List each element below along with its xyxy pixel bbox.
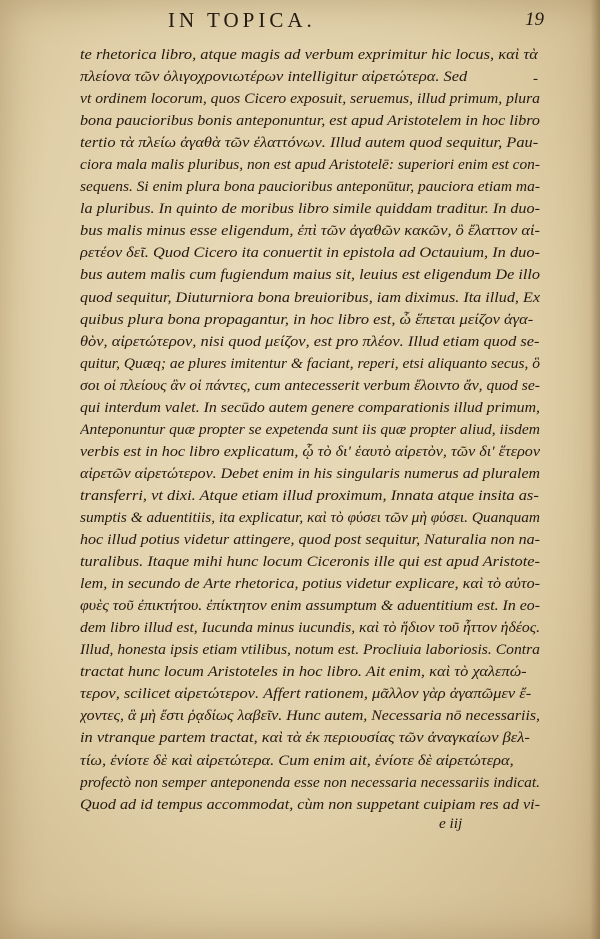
text-line: tertio τὰ πλείω ἀγαθὰ τῶν ἐλαττόνων. Illud autem quod sequitur, Pau-: [80, 134, 539, 152]
text-line: φυὲς τοῦ ἐπικτήτου. ἐπίκτητον enim assumptum & aduentitium est. In eo-: [80, 597, 540, 615]
text-line: quibus plura bona propagantur, in hoc libro est, ὧ ἕπεται μείζον ἀγα-: [80, 310, 534, 328]
text-line: Anteponuntur quæ propter se expetenda sunt iis quæ propter aliud, iisdem: [80, 420, 540, 438]
text-line: θὸν, αἱρετώτερον, nisi quod μείζον, est pro πλέον. Illud etiam quod se-: [80, 332, 540, 350]
text-line: vt ordinem locorum, quos Cicero exposuit, seruemus, illud primum, plura: [80, 90, 540, 108]
page-header: [0, 6, 600, 36]
text-line: Illud, honesta ipsis etiam vtilibus, notum est. Procliuia laboriosis. Contra: [80, 641, 540, 659]
text-line: πλείονα τῶν ὀλιγοχρονιωτέρων intelligitur αἱρετώτερα. Sed: [80, 68, 468, 86]
page-number: 19: [525, 9, 544, 30]
text-line: la pluribus. In quinto de moribus libro simile quiddam traditur. In duo-: [80, 200, 540, 218]
text-line: turalibus. Itaque mihi hunc locum Ciceronis ille qui est apud Aristote-: [80, 553, 540, 571]
text-line: quod sequitur, Diuturniora bona breuioribus, iam diximus. Ita illud, Ex: [80, 288, 540, 306]
text-line: τερον, scilicet αἱρετώτερον. Affert rationem, μᾶλλον γὰρ ἀγαπῶμεν ἔ-: [80, 685, 532, 703]
running-head: IN TOPICA.: [168, 8, 316, 32]
text-line: tractat hunc locum Aristoteles in hoc libro. Ait enim, καὶ τὸ χαλεπώ-: [80, 663, 527, 681]
text-line: sumptis & aduentitiis, ita explicatur, καὶ τὸ φύσει τῶν μὴ φύσει. Quanquam: [80, 508, 540, 526]
text-line: σοι οἱ πλείους ἂν οἱ πάντες, cum antecesserit verbum ἔλοιντο ἄν, quod se-: [80, 376, 540, 394]
text-line: αἱρετῶν αἱρετώτερον. Debet enim in his singularis numerus ad pluralem: [80, 464, 540, 482]
text-line: χοντες, ἃ μὴ ἔστι ῥᾳδίως λαβεῖν. Hunc autem, Necessaria nō necessariis,: [80, 707, 540, 725]
text-line: ρετέον δεῖ. Quod Cicero ita conuertit in epistola ad Octauium, In duo-: [80, 244, 540, 262]
text-line: lem, in secundo de Arte rhetorica, potius videtur explicare, καὶ τὸ αὐτο-: [80, 575, 540, 593]
text-line: bus malis minus esse eligendum, ἐπὶ τῶν ἀγαθῶν κακῶν, ὃ ἔλαττον αἱ-: [80, 222, 540, 240]
text-line: τίω, ἐνίοτε δὲ καὶ αἱρετώτερα. Cum enim ait, ἐνίοτε δὲ αἱρετώτερα,: [80, 751, 514, 769]
text-line: qui interdum valet. In secūdo autem genere comparationis illud primum,: [80, 398, 540, 416]
text-line: dem libro illud est, Iucunda minus iucundis, καὶ τὸ ἥδιον τοῦ ἧττον ἡδέος.: [80, 619, 540, 637]
text-line: Quod ad id tempus accommodat, cùm non suppetant cuipiam res ad vi-: [80, 795, 540, 813]
text-line: profectò non semper anteponenda esse non necessaria necessariis indicat.: [80, 773, 540, 791]
text-line: quitur, Quæq; ae plures imitentur & faciant, reperi, etsi aliquanto secus, ὃ: [80, 354, 540, 372]
signature-mark: e iij: [439, 815, 463, 832]
text-line: bona paucioribus bonis anteponuntur, est apud Aristotelem in hoc libro: [80, 112, 540, 130]
page-gutter-shadow: [590, 0, 600, 939]
text-line: bus autem malis cum fugiendum maius sit, leuius est eligendum De illo: [80, 266, 540, 284]
text-line: verbis est in hoc libro explicatum, ᾧ τὸ δι' ἑαυτὸ αἱρετὸν, τῶν δι' ἕτερον: [80, 442, 540, 460]
text-line: sequens. Si enim plura bona paucioribus anteponūtur, pauciora etiam ma-: [80, 178, 540, 196]
margin-mark: -: [533, 71, 538, 87]
body-text: [80, 44, 540, 816]
text-line: hoc illud potius videtur attingere, quod post sequitur, Naturalia non na-: [80, 531, 540, 549]
text-line: in vtranque partem tractat, καὶ τὰ ἐκ περιουσίας τῶν ἀναγκαίων βελ-: [80, 729, 530, 747]
text-line: transferri, vt dixi. Atque etiam illud proximum, Innata atque insita as-: [80, 486, 539, 504]
text-line: te rhetorica libro, atque magis ad verbum exprimitur hic locus, καὶ τὰ: [80, 46, 538, 63]
text-line: ciora mala malis pluribus, non est apud Aristotelē: superiori enim est con-: [80, 156, 540, 174]
